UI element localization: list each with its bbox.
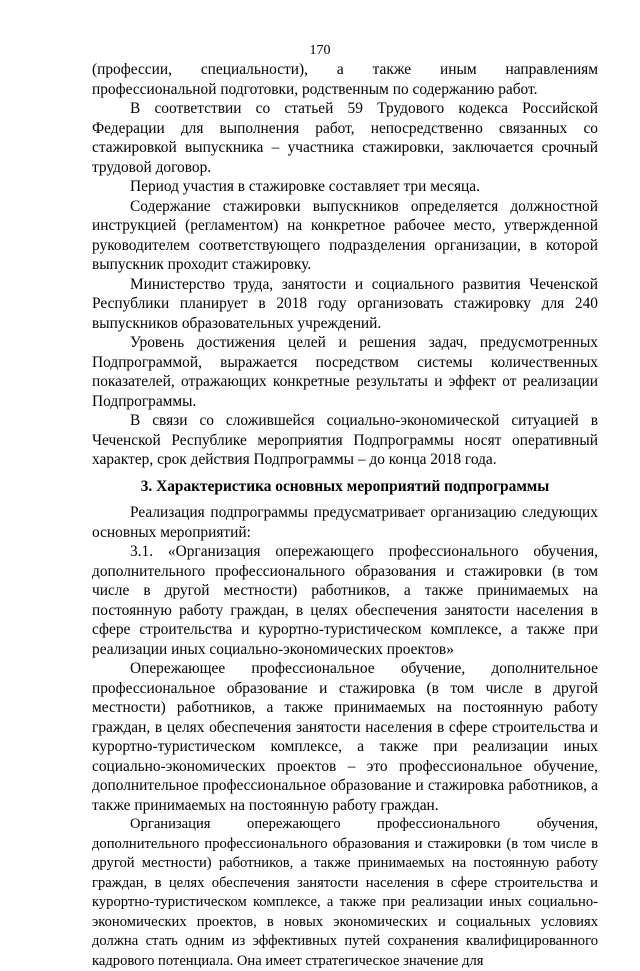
paragraph-indicators: Уровень достижения целей и решения задач, предусмотренных Подпрограммой, выражается посредством системы количественных показателей, отражающих конкретные результаты и эффект от реализации Подпрограммы. [92, 334, 598, 410]
page-number: 170 [309, 43, 331, 58]
paragraph-internship-period: Период участия в стажировке составляет три месяца. [130, 178, 480, 195]
paragraph-duration: В связи со сложившейся социально-экономической ситуацией в Чеченской Республике мероприятия Подпрограммы носят оперативный характер, срок действия Подпрограммы – до конца 2018 года. [92, 412, 598, 468]
paragraph-organization: Организация опережающего профессионального обучения, дополнительного профессионального образования и стажировки (в том числе в другой местности) работников, а также принимаемых на постоянную работу граждан, в целях обеспечения занятости населения в сфере строительства и курортно-туристическом комплексе, а также при реализации иных социально-экономических проектов, в новых экономических и социальных условиях должна стать одним из эффективных путей сохранения квалифицированного кадрового потенциала. Она имеет стратегическое значение для [92, 816, 598, 969]
section-heading: 3. Характеристика основных мероприятий подпрограммы [140, 477, 550, 495]
paragraph-ministry-plan: Министерство труда, занятости и социального развития Чеченской Республики планирует в 2018 году организовать стажировку для 240 выпускников образовательных учреждений. [92, 275, 598, 332]
paragraph-implementation: Реализация подпрограммы предусматривает организацию следующих основных мероприятий: [92, 504, 598, 541]
paragraph-internship-content: Содержание стажировки выпускников определяется должностной инструкцией (регламентом) на конкретное рабочее место, утвержденной руководителем соответствующего подразделения организации, в которой выпускник проходит стажировку. [92, 197, 598, 273]
document-body [92, 60, 598, 971]
paragraph-continuation: (профессии, специальности), а также иным направлениям профессиональной подготовки, родственным по содержанию работ. [92, 61, 598, 98]
paragraph-labor-contract: В соответствии со статьей 59 Трудового кодекса Российской Федерации для выполнения работ, непосредственно связанных со стажировкой выпускника – участника стажировки, заключается срочный трудовой договор. [92, 100, 598, 176]
paragraph-advance-training: Опережающее профессиональное обучение, дополнительное профессиональное образование и стажировка (в том числе в другой местности) работников, а также принимаемых на постоянную работу граждан, в целях обеспечения занятости населения в сфере строительства и курортно-туристическом комплексе, а также при реализации иных социально-экономических проектов – это профессиональное обучение, дополнительное профессиональное образование и стажировка работников, а также принимаемых на постоянную работу граждан. [92, 660, 598, 814]
paragraph-measure-3-1: 3.1. «Организация опережающего профессионального обучения, дополнительного профессионального образования и стажировки (в том числе в другой местности) работников, а также принимаемых на постоянную работу граждан, в целях обеспечения занятости населения в сфере строительства и курортно-туристическом комплексе, а также при реализации иных социально-экономических проектов» [92, 543, 598, 658]
